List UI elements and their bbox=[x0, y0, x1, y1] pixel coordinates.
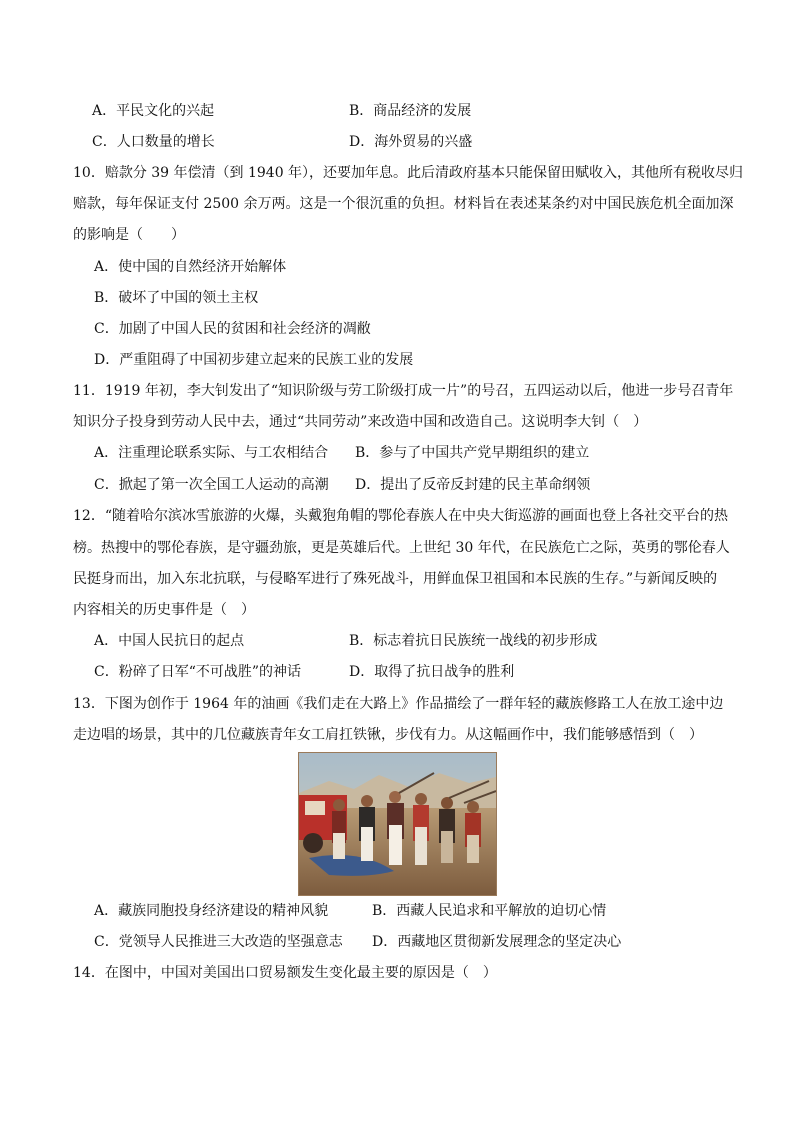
q10-stem-line-1: 10．赔款分 39 年偿清（到 1940 年），还要加年息。此后清政府基本只能保留田赋收入，其他所有税收尽归 bbox=[73, 165, 744, 181]
q11-stem-line-2: 知识分子投身到劳动人民中去，通过“共同劳动”来改造中国和改造自己。这说明李大钊（ ） bbox=[73, 414, 648, 430]
q10-option-d: D．严重阻碍了中国初步建立起来的民族工业的发展 bbox=[94, 352, 414, 368]
q12-stem-line-3: 民挺身而出，加入东北抗联，与侵略军进行了殊死战斗，用鲜血保卫祖国和本民族的生存。”与新闻反映的 bbox=[73, 571, 718, 587]
q12-stem-line-1: 12．“随着哈尔滨冰雪旅游的火爆，头戴狍角帽的鄂伦春族人在中央大街巡游的画面也登上各社交平台的热 bbox=[73, 508, 728, 524]
q9-option-b: B．商品经济的发展 bbox=[349, 103, 472, 119]
q9-option-d: D．海外贸易的兴盛 bbox=[349, 134, 473, 150]
q10-option-b: B．破坏了中国的领土主权 bbox=[94, 290, 259, 306]
q12-stem-line-2: 榜。热搜中的鄂伦春族，是守疆劲旅，更是英雄后代。上世纪 30 年代，在民族危亡之际，英勇的鄂伦春人 bbox=[73, 540, 730, 556]
q13-stem-line-1: 13．下图为创作于 1964 年的油画《我们走在大路上》作品描绘了一群年轻的藏族修路工人在放工途中边 bbox=[73, 696, 724, 712]
q13-option-d: D．西藏地区贯彻新发展理念的坚定决心 bbox=[372, 934, 622, 950]
q10-option-c: C．加剧了中国人民的贫困和社会经济的凋敝 bbox=[94, 321, 371, 337]
q11-option-c: C．掀起了第一次全国工人运动的高潮 bbox=[94, 477, 329, 493]
q13-stem-line-2: 走边唱的场景，其中的几位藏族青年女工肩扛铁锹，步伐有力。从这幅画作中，我们能够感悟到（ ） bbox=[73, 727, 703, 743]
q12-option-b: B．标志着抗日民族统一战线的初步形成 bbox=[349, 633, 598, 649]
q12-option-d: D．取得了抗日战争的胜利 bbox=[349, 664, 515, 680]
q12-option-a: A．中国人民抗日的起点 bbox=[94, 633, 245, 649]
q10-stem-line-2: 赔款，每年保证支付 2500 余万两。这是一个很沉重的负担。材料旨在表述某条约对中国民族危机全面加深 bbox=[73, 196, 734, 212]
q13-option-a: A．藏族同胞投身经济建设的精神风貌 bbox=[94, 903, 329, 919]
q9-option-c: C．人口数量的增长 bbox=[92, 134, 215, 150]
q13-option-c: C．党领导人民推进三大改造的坚强意志 bbox=[94, 934, 343, 950]
q11-option-b: B．参与了中国共产党早期组织的建立 bbox=[355, 445, 590, 461]
q10-stem-line-3: 的影响是（ ） bbox=[73, 227, 185, 243]
q11-option-d: D．提出了反帝反封建的民主革命纲领 bbox=[355, 477, 591, 493]
q11-stem-line-1: 11．1919 年初，李大钊发出了“知识阶级与劳工阶级打成一片”的号召，五四运动以后，他进一步号召青年 bbox=[73, 383, 734, 399]
q13-option-b: B．西藏人民追求和平解放的迫切心情 bbox=[372, 903, 607, 919]
oil-painting-image bbox=[298, 752, 497, 896]
q11-option-a: A．注重理论联系实际、与工农相结合 bbox=[94, 445, 329, 461]
q9-option-a: A．平民文化的兴起 bbox=[92, 103, 215, 119]
q12-stem-line-4: 内容相关的历史事件是（ ） bbox=[73, 602, 255, 618]
q12-option-c: C．粉碎了日军“不可战胜”的神话 bbox=[94, 664, 302, 680]
q10-option-a: A．使中国的自然经济开始解体 bbox=[94, 259, 287, 275]
q14-stem-line-1: 14．在图中，中国对美国出口贸易额发生变化最主要的原因是（ ） bbox=[73, 965, 497, 981]
